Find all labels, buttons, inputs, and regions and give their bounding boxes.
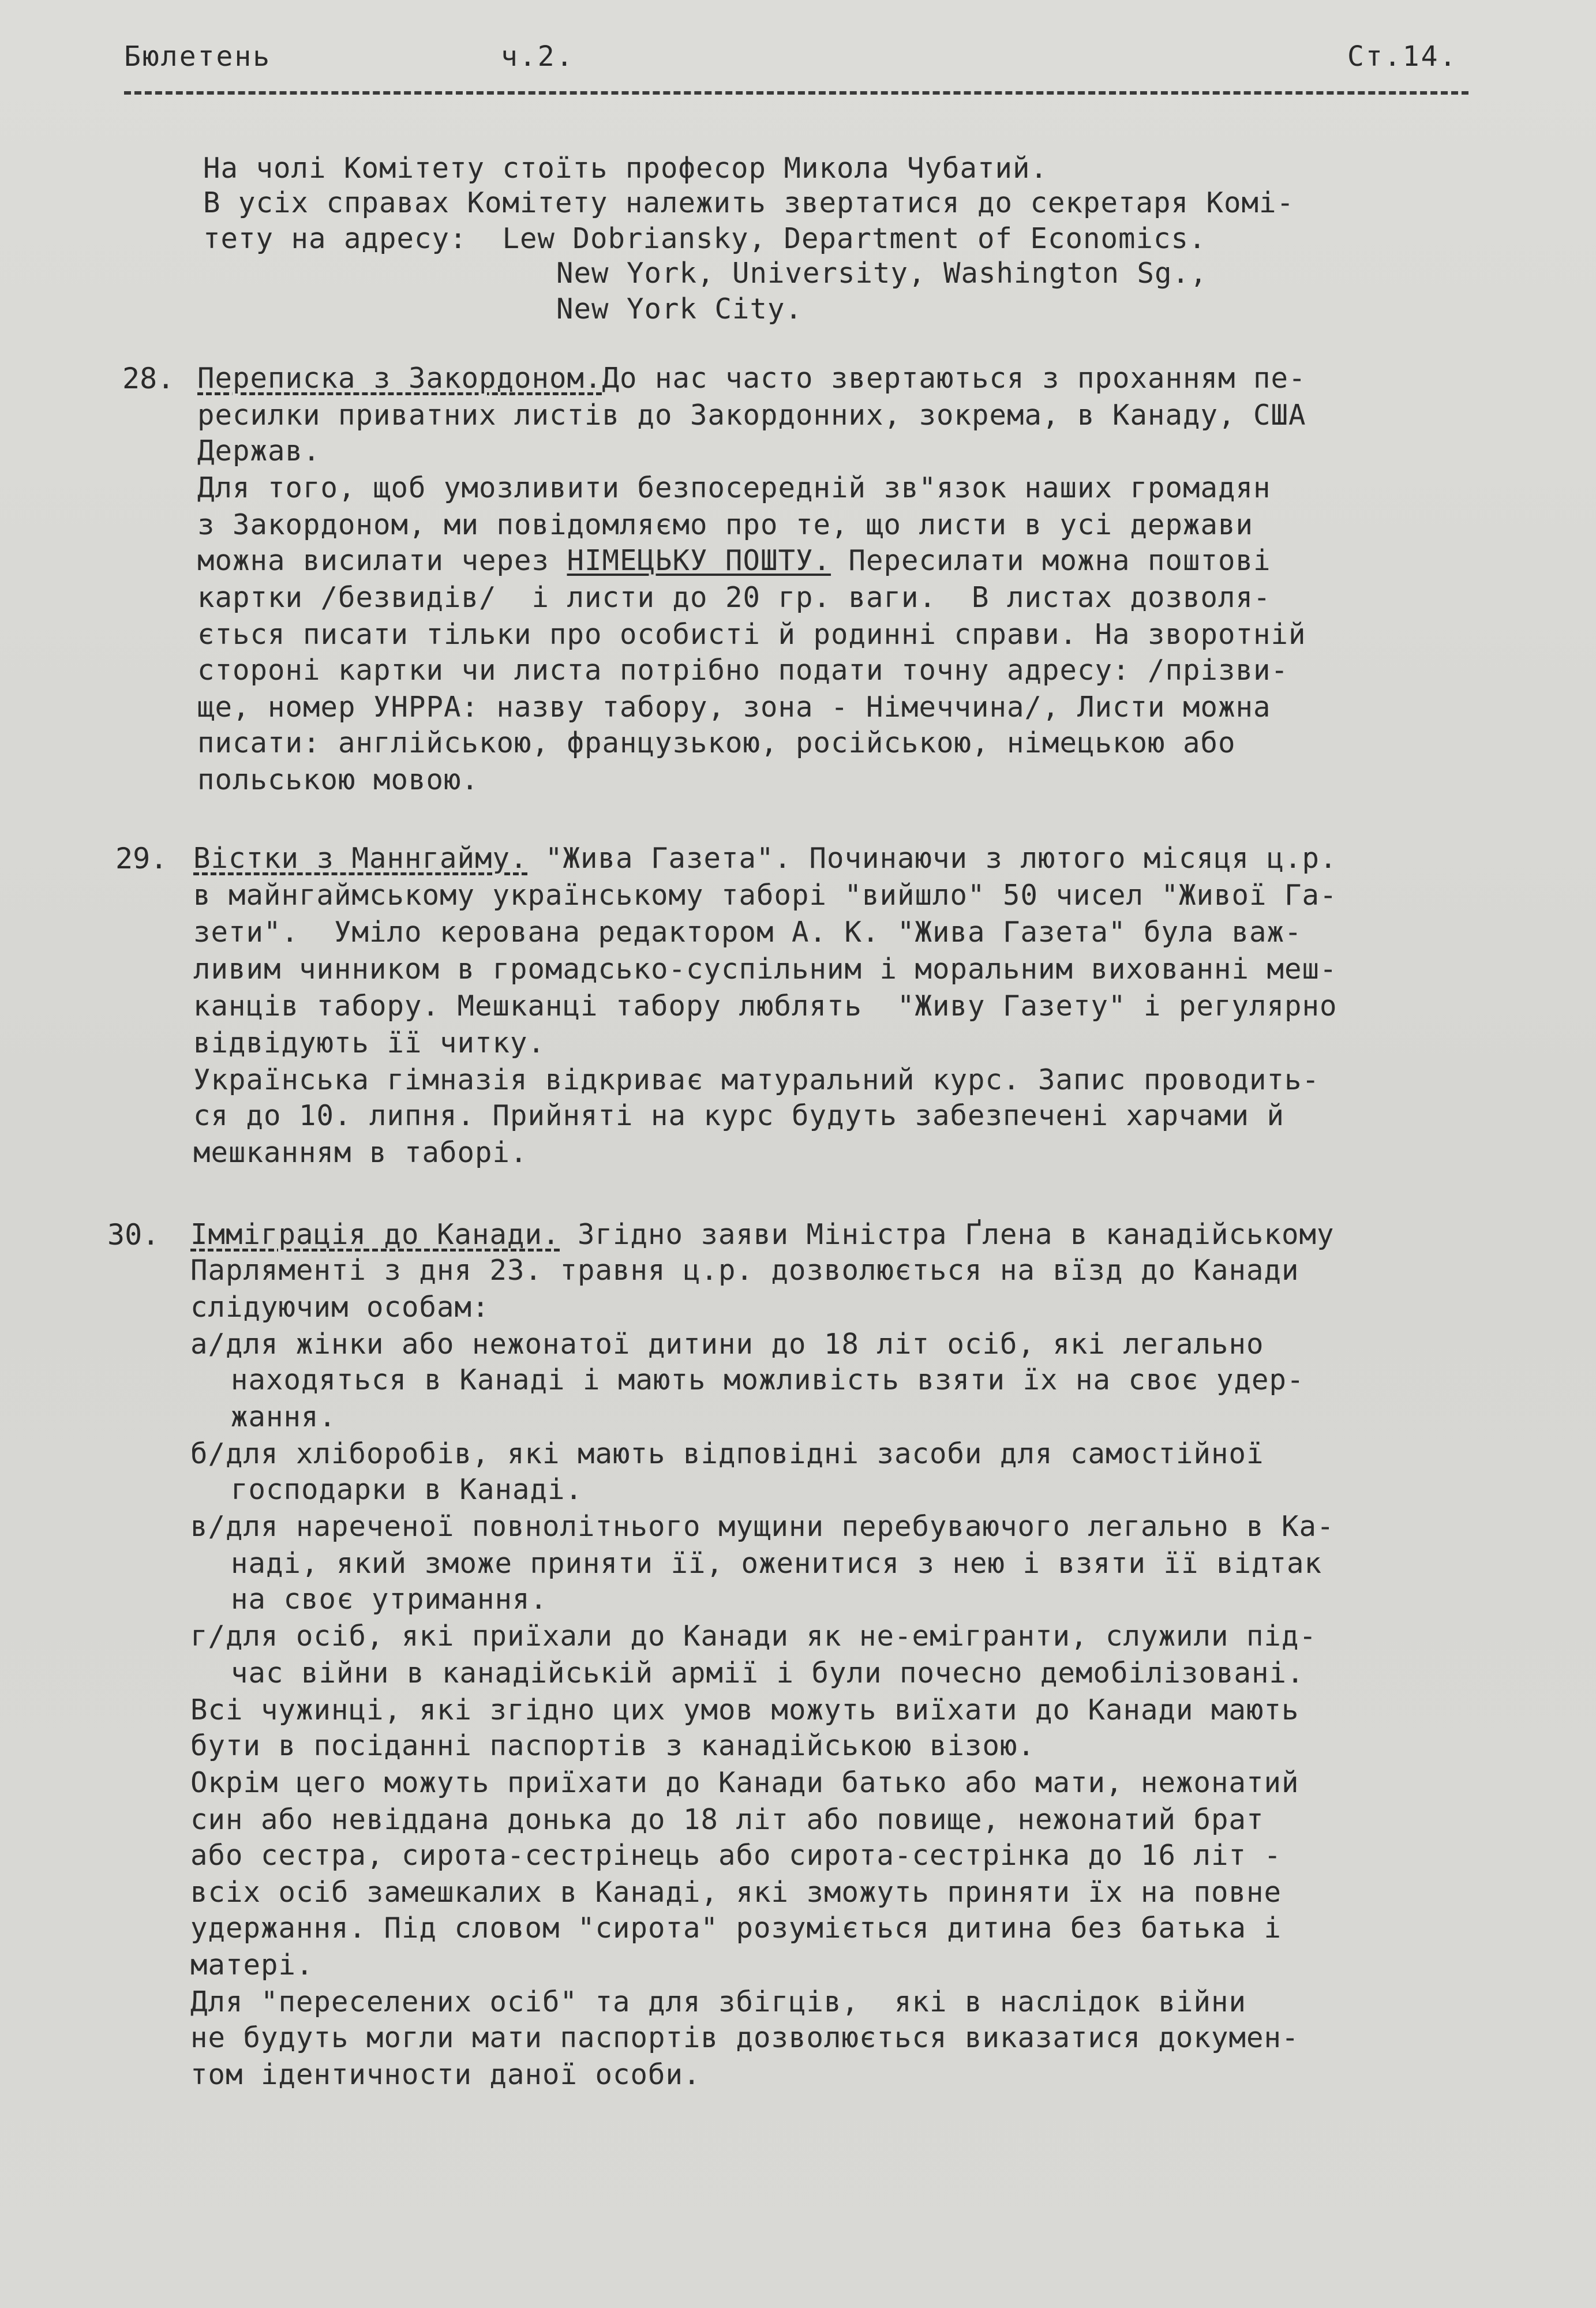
section-29-line: в майнгаймському українському таборі "вийшло" 50 чисел "Живої Га- <box>193 879 1338 912</box>
section-28-first-line <box>197 361 1306 396</box>
section-28-line: писати: англійською, французькою, російською, німецькою або <box>197 726 1236 759</box>
section-30-line: том ідентичности даної особи. <box>190 2058 701 2091</box>
list-item-b: б/для хліборобів, які мають відповідні засоби для самостійної <box>190 1437 1264 1470</box>
section-28-line: ресилки приватних листів до Закордонних, зокрема, в Канаду, США <box>197 399 1306 432</box>
section-28-line <box>197 544 1271 578</box>
section-29-line: ся до 10. липня. Прийняті на курс будуть забезпечені харчами й <box>193 1099 1285 1132</box>
list-item-v-cont: наді, який зможе приняти її, оженитися з нею і взяти її відтак <box>231 1547 1322 1580</box>
list-item-a-cont: жання. <box>231 1400 337 1433</box>
header-page-number: Ст.14. <box>1347 40 1458 73</box>
header-rule <box>124 91 1468 95</box>
section-30-title: Імміграція до Канади. <box>190 1218 560 1251</box>
section-28-text: Пересилати можна поштові <box>831 544 1271 577</box>
header-title: Бюлетень <box>124 40 272 73</box>
section-30-text: Згідно заяви Міністра Ґлена в канадійському <box>560 1218 1335 1251</box>
section-30-line: Парляменті з дня 23. травня ц.р. дозволюється на вїзд до Канади <box>190 1254 1299 1287</box>
section-29-text: "Жива Газета". Починаючи з лютого місяця ц.р. <box>527 842 1338 875</box>
section-30-line: Для "переселених осіб" та для збігців, які в наслідок війни <box>190 1985 1247 2018</box>
section-30-line: матері. <box>190 1949 314 1981</box>
section-30-first-line <box>190 1217 1335 1252</box>
section-28-text: можна висилати через <box>197 544 567 577</box>
section-30-line: слідуючим особам: <box>190 1291 490 1324</box>
section-30-line: син або невіддана донька до 18 літ або повище, нежонатий брат <box>190 1803 1264 1836</box>
list-item-g: г/для осіб, які приїхали до Канади як не-емігранти, служили під- <box>190 1620 1317 1653</box>
section-28-line: польською мовою. <box>197 763 479 796</box>
section-28-line: стороні картки чи листа потрібно подати точну адресу: /прізви- <box>197 654 1289 687</box>
section-30-line: удержання. Під словом "сирота" розуміється дитина без батька і <box>190 1912 1282 1944</box>
section-29-title: Вістки з Маннгайму. <box>193 842 528 875</box>
section-28-text: До нас часто звертаються з проханням пе- <box>602 362 1306 395</box>
list-item-a: а/для жінки або нежонатої дитини до 18 літ осіб, які легально <box>190 1328 1264 1361</box>
list-item-a-cont: находяться в Канаді і мають можливість взяти їх на своє удер- <box>231 1363 1305 1396</box>
section-number-30: 30. <box>107 1218 160 1252</box>
list-item-g-cont: час війни в канадійській армії і були почесно демобілізовані. <box>231 1657 1305 1689</box>
list-item-v: в/для нареченої повнолітнього мущини перебуваючого легально в Ка- <box>190 1510 1335 1543</box>
section-28-line: ще, номер УНРРА: назву табору, зона - Німеччина/, Листи можна <box>197 691 1271 724</box>
section-29-line: відвідують її читку. <box>193 1026 546 1059</box>
section-30-line: або сестра, сирота-сестрінець або сирота-сестрінка до 16 літ - <box>190 1839 1282 1872</box>
intro-address-line: New York City. <box>556 293 803 325</box>
list-item-v-cont: на своє утримання. <box>231 1583 548 1616</box>
intro-line: В усіх справах Комітету належить звертатися до секретаря Комі- <box>203 186 1295 219</box>
section-28-line: картки /безвидів/ і листи до 20 гр. ваги. В листах дозволя- <box>197 581 1271 614</box>
section-29-line: канців табору. Мешканці табору люблять "Живу Газету" і регулярно <box>193 990 1338 1022</box>
german-post-emphasis: НІМЕЦЬКУ ПОШТУ. <box>567 544 831 577</box>
section-29-line: зети". Уміло керована редактором А. К. "Жива Газета" була важ- <box>193 916 1302 949</box>
list-item-b-cont: господарки в Канаді. <box>231 1473 583 1506</box>
intro-line: На чолі Комітету стоїть професор Микола Чубатий. <box>203 152 1048 185</box>
section-29-first-line <box>193 841 1338 876</box>
section-30-line: бути в посіданні паспортів з канадійською візою. <box>190 1729 1036 1762</box>
section-30-line: всіх осіб замешкалих в Канаді, які зможуть приняти їх на повне <box>190 1876 1282 1909</box>
section-28-line: Держав. <box>197 434 321 467</box>
section-number-28: 28. <box>122 362 175 395</box>
section-28-line: з Закордоном, ми повідомляємо про те, що листи в усі держави <box>197 508 1254 541</box>
section-29-line: Українська гімназія відкриває матуральний курс. Запис проводить- <box>193 1063 1320 1096</box>
section-29-line: ливим чинником в громадсько-суспільним і моральним вихованні меш- <box>193 953 1338 986</box>
section-28-title: Переписка з Закордоном. <box>197 362 602 395</box>
header-part: ч.2. <box>501 40 575 73</box>
section-30-line: Окрім цего можуть приїхати до Канади батько або мати, нежонатий <box>190 1766 1299 1799</box>
intro-line: тету на адресу: Lew Dobriansky, Department of Economics. <box>203 222 1207 255</box>
section-28-line: Для того, щоб умозливити безпосередній зв"язок наших громадян <box>197 471 1271 504</box>
section-30-line: не будуть могли мати паспортів дозволюється виказатися докумен- <box>190 2021 1299 2054</box>
section-29-line: мешканням в таборі. <box>193 1136 528 1169</box>
section-number-29: 29. <box>115 842 168 875</box>
intro-address-line: New York, University, Washington Sg., <box>556 257 1208 290</box>
section-28-line: ється писати тільки про особисті й родинні справи. На зворотній <box>197 618 1306 651</box>
section-30-line: Всі чужинці, які згідно цих умов можуть виїхати до Канади мають <box>190 1693 1299 1726</box>
